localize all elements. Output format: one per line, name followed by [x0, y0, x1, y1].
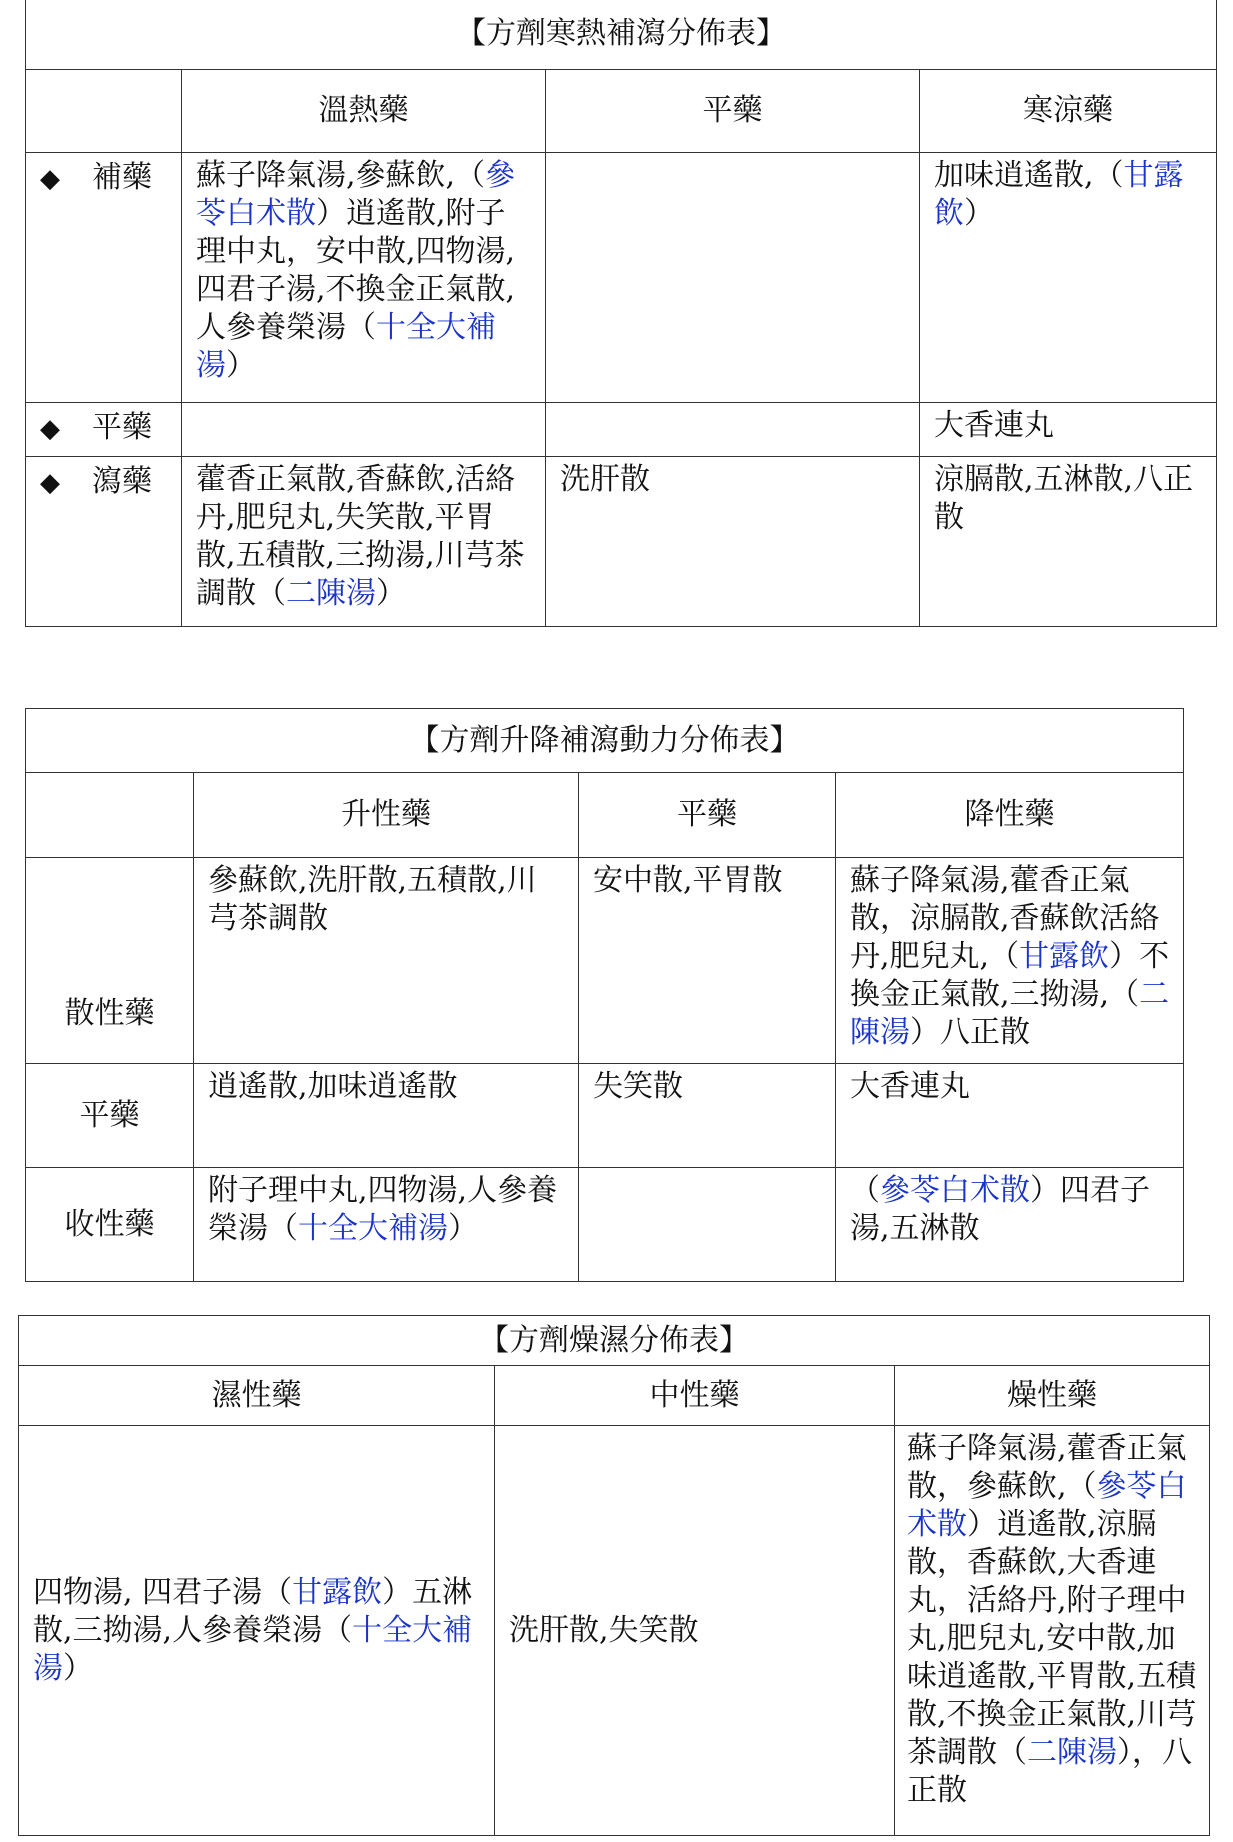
formula-text: 安中散,平胃散 [593, 863, 783, 898]
dry-wet-table [18, 1315, 1210, 1836]
row-label: ◆ 補藥 [26, 153, 182, 403]
formula-link: 甘露飲 [934, 158, 1184, 231]
column-header: 燥性藥 [895, 1366, 1210, 1426]
table-row [19, 1426, 1210, 1836]
table-cell [579, 858, 836, 1064]
formula-text: 大香連丸 [934, 408, 1054, 443]
row-label: ◆ 平藥 [26, 403, 182, 457]
column-header [26, 773, 194, 858]
formula-link: 甘露飲 [1019, 939, 1110, 974]
table-cell [546, 153, 920, 403]
formula-link: 參苓白术散 [907, 1469, 1187, 1542]
column-header: 濕性藥 [19, 1366, 495, 1426]
formula-text: 參蘇飲,洗肝散,五積散,川芎茶調散 [208, 863, 537, 936]
formula-link: 甘露飲 [292, 1574, 383, 1610]
formula-text: 洗肝散,失笑散 [509, 1612, 699, 1648]
table-cell [19, 1426, 495, 1836]
column-header: 平藥 [546, 70, 920, 153]
formula-text: 蘇子降氣湯,藿香正氣散，參蘇飲,（ [907, 1431, 1187, 1504]
row-label: 收性藥 [26, 1168, 194, 1282]
table-cell [182, 457, 546, 627]
formula-text: ）逍遙散,附子理中丸，安中散,四物湯,四君子湯,不換金正氣散,人參養榮湯（ [196, 196, 516, 345]
column-header: 中性藥 [495, 1366, 895, 1426]
table-cell [579, 1168, 836, 1282]
table-cell [920, 153, 1217, 403]
table-title: 【方劑燥濕分佈表】 [19, 1316, 1210, 1366]
table-title: 【方劑升降補瀉動力分佈表】 [26, 709, 1184, 773]
table-cell [895, 1426, 1210, 1836]
diamond-icon: ◆ [40, 164, 60, 194]
table-cell [836, 1168, 1184, 1282]
formula-text: ）不換金正氣散,三拗湯,（ [850, 939, 1170, 1012]
formula-link: 十全大補湯 [196, 310, 496, 383]
formula-link: 十全大補湯 [298, 1211, 448, 1246]
formula-text: 藿香正氣散,香蘇飲,活絡丹,肥兒丸,失笑散,平胃散,五積散,三拗湯,川芎茶調散（ [196, 462, 525, 611]
formula-text: 四物湯, 四君子湯（ [33, 1574, 293, 1610]
formula-text: ）八正散 [910, 1015, 1030, 1050]
row-label: 散性藥 [26, 858, 194, 1064]
formula-text: （ [850, 1173, 880, 1208]
column-header: 寒涼藥 [920, 70, 1217, 153]
formula-text: ）五淋散,三拗湯,人參養榮湯（ [33, 1574, 473, 1648]
column-header: 溫熱藥 [182, 70, 546, 153]
formula-text: ） [226, 348, 256, 383]
formula-text: 失笑散 [593, 1069, 683, 1104]
formula-text: 加味逍遙散,（ [934, 158, 1124, 193]
table-cell [546, 403, 920, 457]
formula-text: 逍遙散,加味逍遙散 [208, 1069, 458, 1104]
column-header: 升性藥 [194, 773, 579, 858]
column-header: 降性藥 [836, 773, 1184, 858]
table-cell [194, 858, 579, 1064]
formula-text: ）逍遙散,涼膈散，香蘇飲,大香連丸，活絡丹,附子理中丸,肥兒丸,安中散,加味逍遙散,平胃散,五積散,不換金正氣散,川芎茶調散（ [907, 1507, 1197, 1770]
row-label: 平藥 [26, 1064, 194, 1168]
table-row [26, 153, 1217, 403]
formula-link: 參苓白术散 [196, 158, 516, 231]
table-cell [182, 153, 546, 403]
ascend-descend-table [25, 708, 1184, 1282]
formula-text: ） [376, 576, 406, 611]
formula-text: ） [964, 196, 994, 231]
cold-hot-table [25, 0, 1217, 627]
table-cell [920, 457, 1217, 627]
formula-text: 蘇子降氣湯,藿香正氣散，涼膈散,香蘇飲活絡丹,肥兒丸,（ [850, 863, 1160, 974]
formula-text: 蘇子降氣湯,參蘇飲,（ [196, 158, 486, 193]
table-row [26, 858, 1184, 1064]
formula-text: ），八正散 [907, 1735, 1192, 1808]
table-row [26, 403, 1217, 457]
column-header [26, 70, 182, 153]
table-cell [194, 1168, 579, 1282]
table-cell [836, 1064, 1184, 1168]
formula-text: 涼膈散,五淋散,八正散 [934, 462, 1194, 535]
row-label: ◆ 瀉藥 [26, 457, 182, 627]
formula-link: 二陳湯 [850, 977, 1170, 1050]
formula-text: ） [63, 1650, 93, 1686]
formula-link: 二陳湯 [286, 576, 376, 611]
formula-text: 洗肝散 [560, 462, 650, 497]
column-header: 平藥 [579, 773, 836, 858]
table-cell [920, 403, 1217, 457]
formula-link: 二陳湯 [1027, 1735, 1117, 1770]
formula-text: ） [448, 1211, 478, 1246]
formula-text: 附子理中丸,四物湯,人參養榮湯（ [208, 1173, 558, 1246]
table-row [26, 1064, 1184, 1168]
table-title: 【方劑寒熱補瀉分佈表】 [26, 0, 1217, 70]
table-cell [579, 1064, 836, 1168]
table-row [26, 457, 1217, 627]
formula-text: 大香連丸 [850, 1069, 970, 1104]
table-cell [495, 1426, 895, 1836]
formula-text: ）四君子湯,五淋散 [850, 1173, 1150, 1246]
table-cell [194, 1064, 579, 1168]
table-cell [546, 457, 920, 627]
table-cell [182, 403, 546, 457]
table-row [26, 1168, 1184, 1282]
formula-link: 十全大補湯 [33, 1612, 473, 1686]
diamond-icon: ◆ [40, 414, 60, 444]
table-cell [836, 858, 1184, 1064]
diamond-icon: ◆ [40, 468, 60, 498]
formula-link: 參苓白术散 [880, 1173, 1030, 1208]
